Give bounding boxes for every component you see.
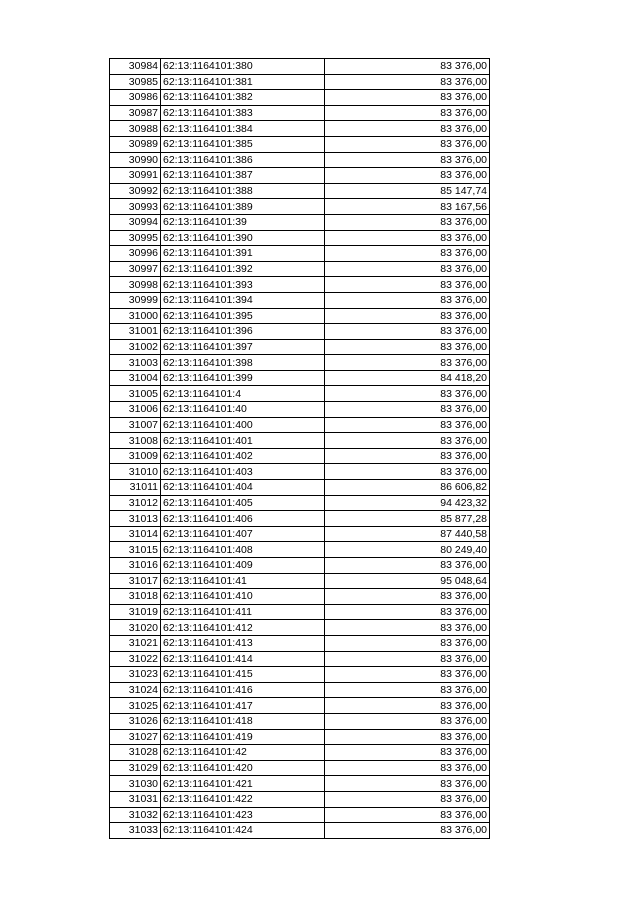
cadastral-value-cell: 83 376,00: [325, 604, 490, 620]
row-number-cell: 31000: [110, 308, 161, 324]
row-number-cell: 31018: [110, 589, 161, 605]
table-row: [110, 729, 490, 745]
cadastral-number-cell: 62:13:1164101:404: [161, 480, 325, 496]
cadastral-number-cell: 62:13:1164101:416: [161, 682, 325, 698]
table-row: [110, 573, 490, 589]
cadastral-value-cell: 87 440,58: [325, 526, 490, 542]
row-number-cell: 30987: [110, 105, 161, 121]
cadastral-value-cell: 83 376,00: [325, 339, 490, 355]
cadastral-value-cell: 80 249,40: [325, 542, 490, 558]
row-number-cell: 30997: [110, 261, 161, 277]
table-row: [110, 480, 490, 496]
row-number-cell: 31004: [110, 370, 161, 386]
cadastral-number-cell: 62:13:1164101:390: [161, 230, 325, 246]
row-number-cell: 31014: [110, 526, 161, 542]
cadastral-number-cell: 62:13:1164101:402: [161, 448, 325, 464]
cadastral-value-cell: 83 376,00: [325, 105, 490, 121]
table-row: [110, 433, 490, 449]
cadastral-number-cell: 62:13:1164101:384: [161, 121, 325, 137]
row-number-cell: 30989: [110, 136, 161, 152]
cadastral-value-cell: 83 376,00: [325, 713, 490, 729]
row-number-cell: 31032: [110, 807, 161, 823]
row-number-cell: 31028: [110, 745, 161, 761]
table-row: [110, 308, 490, 324]
cadastral-number-cell: 62:13:1164101:411: [161, 604, 325, 620]
cadastral-number-cell: 62:13:1164101:422: [161, 791, 325, 807]
cadastral-number-cell: 62:13:1164101:399: [161, 370, 325, 386]
cadastral-value-cell: 83 376,00: [325, 152, 490, 168]
table-row: [110, 464, 490, 480]
row-number-cell: 30999: [110, 292, 161, 308]
cadastral-number-cell: 62:13:1164101:419: [161, 729, 325, 745]
row-number-cell: 30995: [110, 230, 161, 246]
row-number-cell: 30996: [110, 246, 161, 262]
cadastral-number-cell: 62:13:1164101:420: [161, 760, 325, 776]
cadastral-value-cell: 83 376,00: [325, 261, 490, 277]
table-row: [110, 791, 490, 807]
cadastral-value-cell: 83 376,00: [325, 682, 490, 698]
table-row: [110, 121, 490, 137]
table-row: [110, 292, 490, 308]
table-row: [110, 776, 490, 792]
cadastral-value-cell: 83 376,00: [325, 246, 490, 262]
row-number-cell: 31031: [110, 791, 161, 807]
table-row: [110, 511, 490, 527]
table-row: [110, 105, 490, 121]
cadastral-number-cell: 62:13:1164101:398: [161, 355, 325, 371]
table-row: [110, 90, 490, 106]
cadastral-value-cell: 83 376,00: [325, 230, 490, 246]
cadastral-value-cell: 83 376,00: [325, 558, 490, 574]
cadastral-value-cell: 83 376,00: [325, 791, 490, 807]
cadastral-number-cell: 62:13:1164101:392: [161, 261, 325, 277]
cadastral-number-cell: 62:13:1164101:423: [161, 807, 325, 823]
row-number-cell: 31011: [110, 480, 161, 496]
table-row: [110, 745, 490, 761]
cadastral-number-cell: 62:13:1164101:412: [161, 620, 325, 636]
row-number-cell: 31003: [110, 355, 161, 371]
row-number-cell: 31017: [110, 573, 161, 589]
table-row: [110, 667, 490, 683]
row-number-cell: 31006: [110, 402, 161, 418]
row-number-cell: 31005: [110, 386, 161, 402]
table-row: [110, 59, 490, 75]
cadastral-value-cell: 85 877,28: [325, 511, 490, 527]
cadastral-number-cell: 62:13:1164101:381: [161, 74, 325, 90]
table-row: [110, 277, 490, 293]
row-number-cell: 31029: [110, 760, 161, 776]
row-number-cell: 31025: [110, 698, 161, 714]
cadastral-number-cell: 62:13:1164101:39: [161, 214, 325, 230]
row-number-cell: 30984: [110, 59, 161, 75]
cadastral-number-cell: 62:13:1164101:397: [161, 339, 325, 355]
table-row: [110, 339, 490, 355]
row-number-cell: 30986: [110, 90, 161, 106]
table-row: [110, 199, 490, 215]
row-number-cell: 30994: [110, 214, 161, 230]
table-row: [110, 183, 490, 199]
cadastral-number-cell: 62:13:1164101:414: [161, 651, 325, 667]
cadastral-number-cell: 62:13:1164101:405: [161, 495, 325, 511]
table-row: [110, 495, 490, 511]
cadastral-number-cell: 62:13:1164101:424: [161, 823, 325, 839]
row-number-cell: 30998: [110, 277, 161, 293]
table-row: [110, 230, 490, 246]
row-number-cell: 31015: [110, 542, 161, 558]
cadastral-value-cell: 83 376,00: [325, 448, 490, 464]
table-row: [110, 417, 490, 433]
row-number-cell: 31010: [110, 464, 161, 480]
cadastral-value-cell: 83 376,00: [325, 464, 490, 480]
cadastral-value-cell: 83 376,00: [325, 417, 490, 433]
cadastral-value-cell: 83 376,00: [325, 74, 490, 90]
table-row: [110, 713, 490, 729]
cadastral-number-cell: 62:13:1164101:395: [161, 308, 325, 324]
row-number-cell: 30988: [110, 121, 161, 137]
table-row: [110, 261, 490, 277]
cadastral-number-cell: 62:13:1164101:386: [161, 152, 325, 168]
cadastral-value-cell: 83 376,00: [325, 776, 490, 792]
cadastral-value-cell: 83 376,00: [325, 433, 490, 449]
table-row: [110, 152, 490, 168]
table-row: [110, 324, 490, 340]
row-number-cell: 31030: [110, 776, 161, 792]
cadastral-number-cell: 62:13:1164101:380: [161, 59, 325, 75]
cadastral-number-cell: 62:13:1164101:401: [161, 433, 325, 449]
row-number-cell: 30992: [110, 183, 161, 199]
table-row: [110, 604, 490, 620]
row-number-cell: 31002: [110, 339, 161, 355]
cadastral-number-cell: 62:13:1164101:385: [161, 136, 325, 152]
table-row: [110, 74, 490, 90]
cadastral-number-cell: 62:13:1164101:418: [161, 713, 325, 729]
row-number-cell: 31021: [110, 635, 161, 651]
table-row: [110, 355, 490, 371]
cadastral-number-cell: 62:13:1164101:394: [161, 292, 325, 308]
table-row: [110, 136, 490, 152]
table-row: [110, 246, 490, 262]
cadastral-number-cell: 62:13:1164101:388: [161, 183, 325, 199]
row-number-cell: 30991: [110, 168, 161, 184]
cadastral-number-cell: 62:13:1164101:41: [161, 573, 325, 589]
table-body: [110, 59, 490, 839]
row-number-cell: 31007: [110, 417, 161, 433]
table-row: [110, 542, 490, 558]
row-number-cell: 31013: [110, 511, 161, 527]
cadastral-number-cell: 62:13:1164101:393: [161, 277, 325, 293]
cadastral-number-cell: 62:13:1164101:409: [161, 558, 325, 574]
cadastral-value-cell: 83 376,00: [325, 168, 490, 184]
cadastral-value-cell: 83 376,00: [325, 667, 490, 683]
table-row: [110, 558, 490, 574]
row-number-cell: 30993: [110, 199, 161, 215]
table-row: [110, 620, 490, 636]
table-row: [110, 682, 490, 698]
table-row: [110, 651, 490, 667]
table-row: [110, 698, 490, 714]
table-row: [110, 823, 490, 839]
cadastral-value-cell: 83 376,00: [325, 121, 490, 137]
row-number-cell: 31019: [110, 604, 161, 620]
cadastral-number-cell: 62:13:1164101:387: [161, 168, 325, 184]
table-row: [110, 370, 490, 386]
cadastral-value-cell: 83 376,00: [325, 698, 490, 714]
cadastral-number-cell: 62:13:1164101:4: [161, 386, 325, 402]
cadastral-value-cell: 83 376,00: [325, 402, 490, 418]
row-number-cell: 31009: [110, 448, 161, 464]
cadastral-value-cell: 83 376,00: [325, 745, 490, 761]
row-number-cell: 31024: [110, 682, 161, 698]
cadastral-value-cell: 83 376,00: [325, 277, 490, 293]
row-number-cell: 30985: [110, 74, 161, 90]
table-row: [110, 807, 490, 823]
cadastral-value-cell: 83 376,00: [325, 324, 490, 340]
cadastral-value-cell: 83 376,00: [325, 386, 490, 402]
table-row: [110, 402, 490, 418]
cadastral-number-cell: 62:13:1164101:42: [161, 745, 325, 761]
cadastral-value-cell: 83 376,00: [325, 760, 490, 776]
cadastral-value-cell: 86 606,82: [325, 480, 490, 496]
cadastral-value-cell: 83 167,56: [325, 199, 490, 215]
table-row: [110, 214, 490, 230]
cadastral-value-cell: 83 376,00: [325, 635, 490, 651]
cadastral-value-cell: 83 376,00: [325, 308, 490, 324]
cadastral-number-cell: 62:13:1164101:406: [161, 511, 325, 527]
cadastral-value-cell: 84 418,20: [325, 370, 490, 386]
table-row: [110, 448, 490, 464]
cadastral-number-cell: 62:13:1164101:389: [161, 199, 325, 215]
row-number-cell: 31023: [110, 667, 161, 683]
table-row: [110, 635, 490, 651]
row-number-cell: 30990: [110, 152, 161, 168]
cadastral-value-cell: 83 376,00: [325, 355, 490, 371]
cadastral-number-cell: 62:13:1164101:413: [161, 635, 325, 651]
cadastral-number-cell: 62:13:1164101:408: [161, 542, 325, 558]
cadastral-value-cell: 83 376,00: [325, 807, 490, 823]
row-number-cell: 31026: [110, 713, 161, 729]
cadastral-value-cell: 83 376,00: [325, 59, 490, 75]
row-number-cell: 31022: [110, 651, 161, 667]
cadastral-value-cell: 83 376,00: [325, 589, 490, 605]
cadastral-number-cell: 62:13:1164101:391: [161, 246, 325, 262]
row-number-cell: 31033: [110, 823, 161, 839]
row-number-cell: 31027: [110, 729, 161, 745]
cadastral-value-cell: 83 376,00: [325, 214, 490, 230]
cadastral-value-cell: 94 423,32: [325, 495, 490, 511]
cadastral-number-cell: 62:13:1164101:40: [161, 402, 325, 418]
cadastral-number-cell: 62:13:1164101:417: [161, 698, 325, 714]
cadastral-number-cell: 62:13:1164101:383: [161, 105, 325, 121]
cadastral-value-cell: 83 376,00: [325, 823, 490, 839]
cadastral-number-cell: 62:13:1164101:407: [161, 526, 325, 542]
cadastral-value-cell: 83 376,00: [325, 729, 490, 745]
cadastral-value-table: [109, 58, 490, 839]
row-number-cell: 31020: [110, 620, 161, 636]
row-number-cell: 31001: [110, 324, 161, 340]
cadastral-number-cell: 62:13:1164101:421: [161, 776, 325, 792]
table-row: [110, 386, 490, 402]
row-number-cell: 31008: [110, 433, 161, 449]
cadastral-value-cell: 83 376,00: [325, 90, 490, 106]
cadastral-value-cell: 83 376,00: [325, 620, 490, 636]
cadastral-value-cell: 83 376,00: [325, 292, 490, 308]
table-row: [110, 526, 490, 542]
cadastral-value-cell: 85 147,74: [325, 183, 490, 199]
table-row: [110, 589, 490, 605]
row-number-cell: 31012: [110, 495, 161, 511]
table-row: [110, 760, 490, 776]
cadastral-value-cell: 83 376,00: [325, 136, 490, 152]
table-row: [110, 168, 490, 184]
row-number-cell: 31016: [110, 558, 161, 574]
cadastral-number-cell: 62:13:1164101:403: [161, 464, 325, 480]
cadastral-number-cell: 62:13:1164101:396: [161, 324, 325, 340]
cadastral-value-cell: 95 048,64: [325, 573, 490, 589]
cadastral-number-cell: 62:13:1164101:382: [161, 90, 325, 106]
cadastral-number-cell: 62:13:1164101:410: [161, 589, 325, 605]
cadastral-value-cell: 83 376,00: [325, 651, 490, 667]
cadastral-number-cell: 62:13:1164101:400: [161, 417, 325, 433]
cadastral-number-cell: 62:13:1164101:415: [161, 667, 325, 683]
